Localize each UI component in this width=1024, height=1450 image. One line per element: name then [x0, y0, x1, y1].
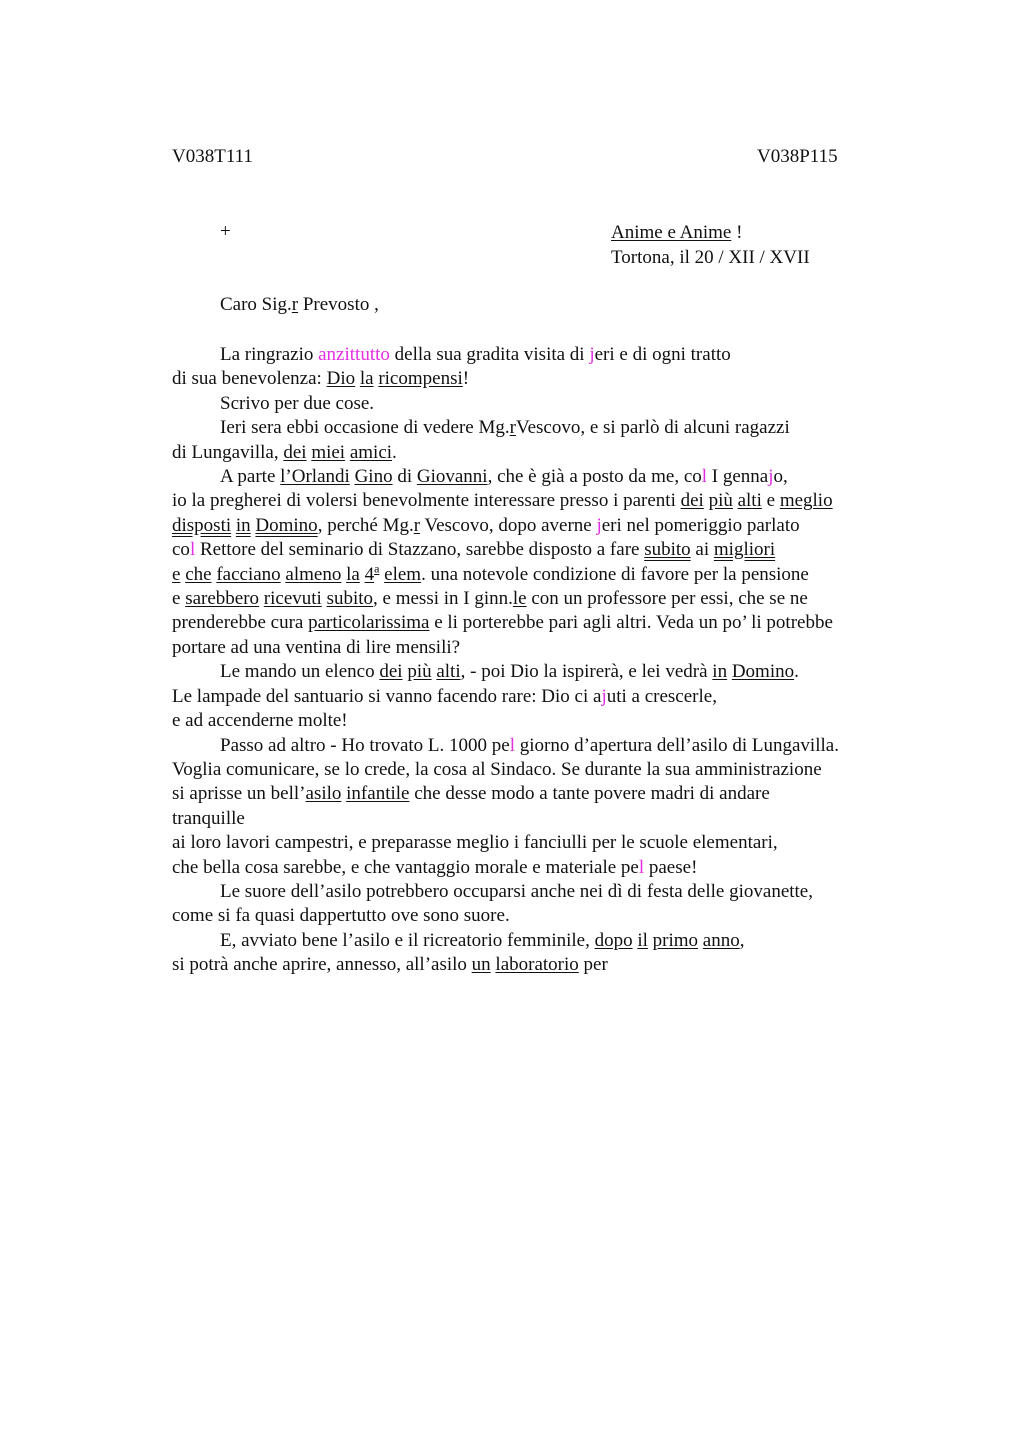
text-segment: , - poi Dio la ispirerà, e lei vedrà: [460, 661, 713, 683]
text-segment: portare ad una ventina di lire mensili?: [172, 636, 461, 658]
underlined-text: r: [509, 417, 516, 439]
text-segment: come si fa quasi dappertutto ove sono suore.: [172, 905, 510, 927]
highlighted-text: j: [601, 685, 607, 707]
underlined-text: infantile: [346, 783, 410, 805]
underlined-text: almeno: [285, 563, 342, 585]
underlined-text: miei: [311, 441, 346, 463]
text-segment: della sua gradita visita di: [389, 344, 590, 365]
letter-body: [172, 343, 932, 978]
text-segment: o,: [773, 466, 788, 488]
underlined-text: la: [359, 368, 374, 390]
underlined-text: meglio: [779, 490, 833, 512]
text-segment: a: [374, 561, 380, 576]
highlighted-text: j: [768, 466, 774, 488]
letter-line: [172, 465, 932, 489]
text-segment: e: [172, 588, 186, 610]
text-segment: Voglia comunicare, se lo crede, la cosa al Sindaco. Se durante la sua amministrazione: [172, 758, 822, 780]
text-segment: Vescovo, e si parlò di alcuni ragazzi: [515, 417, 790, 439]
text-segment: uti a crescerle,: [606, 685, 717, 707]
salutation: Caro Sig.r Prevosto ,: [220, 294, 379, 315]
underlined-text: subito: [644, 539, 691, 561]
underlined-text: l’Orlandi: [280, 466, 350, 488]
underlined-text: dopo: [594, 929, 633, 951]
underlined-text: primo: [652, 929, 699, 951]
text-segment: A parte: [220, 466, 281, 488]
underlined-text: r: [413, 514, 421, 536]
text-segment: che bella cosa sarebbe, e che vantaggio morale e materiale pe: [172, 856, 639, 878]
underlined-text: elem: [384, 563, 422, 585]
text-segment: . una notevole condizione di favore per la pensione: [421, 563, 809, 585]
text-segment: !: [462, 368, 470, 390]
underlined-text: in: [712, 661, 728, 683]
letter-line: [172, 538, 932, 562]
motto-line: [611, 221, 810, 246]
letter-line: [172, 880, 932, 904]
text-segment: tranquille: [172, 807, 245, 829]
letter-line: [172, 514, 932, 538]
text-segment: giorno d’apertura dell’asilo di Lungavilla.: [514, 734, 839, 756]
underlined-text: dei: [680, 490, 704, 512]
letter-line: [172, 685, 932, 709]
underlined-text: amici: [349, 441, 393, 463]
text-segment: ,: [739, 929, 745, 951]
letter-line: [172, 343, 932, 367]
highlighted-text: anzittutto: [318, 344, 390, 365]
letter-line: [172, 660, 932, 684]
underlined-text: Domino: [255, 514, 318, 536]
text-segment: per: [578, 954, 608, 976]
letter-line: [172, 367, 932, 391]
letter-line: [172, 636, 932, 660]
text-segment: La ringrazio: [220, 344, 319, 365]
motto-mark: !: [731, 222, 743, 243]
text-segment: e ad accenderne molte!: [172, 710, 348, 732]
text-segment: con un professore per essi, che se ne: [526, 588, 808, 610]
underlined-text: Giovanni: [416, 466, 488, 488]
underlined-text: Domino: [731, 661, 795, 683]
underlined-text: facciano: [216, 563, 281, 585]
underlined-text: Gino: [354, 466, 393, 488]
underlined-text: dei: [379, 661, 403, 683]
underlined-text: ricevuti: [263, 588, 322, 610]
underlined-text: e: [172, 563, 181, 585]
document-code-left: V038T111: [172, 146, 253, 167]
text-segment: Le suore dell’asilo potrebbero occuparsi anche nei dì di festa delle giovanette,: [220, 880, 813, 902]
letter-line: [172, 831, 932, 855]
cross-mark: +: [220, 221, 231, 242]
text-segment: prenderebbe cura: [172, 612, 309, 634]
underlined-text: alti: [436, 661, 461, 683]
underlined-text: laboratorio: [495, 954, 579, 976]
text-segment: .: [794, 661, 799, 683]
letter-line: [172, 441, 932, 465]
text-segment: , e messi in I ginn.: [373, 588, 513, 610]
text-segment: Passo ad altro - Ho trovato L. 1000 pe: [220, 734, 510, 756]
letter-line: [172, 563, 932, 587]
underlined-text: disposti: [172, 514, 232, 536]
text-segment: Le lampade del santuario si vanno facendo rare: Dio ci a: [172, 685, 602, 707]
letter-line: [172, 782, 932, 806]
underlined-text: asilo: [305, 783, 342, 805]
text-segment: si aprisse un bell’: [172, 783, 306, 805]
text-segment: .: [392, 441, 397, 463]
underlined-text: subito: [326, 588, 374, 610]
place-date: Tortona, il 20 / XII / XVII: [611, 246, 810, 268]
letter-heading: [611, 221, 810, 270]
text-segment: eri e di ogni tratto: [594, 344, 731, 365]
text-segment: di: [392, 466, 417, 488]
underlined-text: in: [235, 514, 251, 536]
motto: Anime e Anime: [611, 222, 732, 243]
text-segment: co: [172, 539, 190, 561]
underlined-text: particolarissima: [308, 612, 430, 634]
text-segment: io la pregherei di volersi benevolmente interessare presso i parenti: [172, 490, 681, 512]
letter-line: [172, 392, 932, 416]
highlighted-text: l: [701, 466, 708, 488]
text-segment: Scrivo per due cose.: [220, 392, 375, 414]
text-segment: Rettore del seminario di Stazzano, sarebbe disposto a fare: [195, 539, 645, 561]
text-segment: Le mando un elenco: [220, 661, 380, 683]
text-segment: paese!: [644, 856, 698, 878]
letter-line: [172, 807, 932, 831]
text-segment: E, avviato bene l’asilo e il ricreatorio femminile,: [220, 929, 595, 951]
underlined-text: ricompensi: [378, 368, 463, 390]
text-segment: e: [761, 490, 780, 512]
letter-line: [172, 416, 932, 440]
underlined-text: le: [512, 588, 527, 610]
text-segment: , perché Mg.: [317, 514, 414, 536]
letter-line: [172, 611, 932, 635]
letter-line: [172, 734, 932, 758]
text-segment: , che è già a posto da me, co: [487, 466, 702, 488]
text-segment: I genna: [707, 466, 769, 488]
letter-line: [172, 953, 932, 977]
highlighted-text: l: [509, 734, 515, 756]
text-segment: si potrà anche aprire, annesso, all’asilo: [172, 954, 472, 976]
underlined-text: anno: [702, 929, 740, 951]
underlined-text: un: [471, 954, 491, 976]
text-segment: ai: [690, 539, 714, 561]
underlined-text: Dio: [326, 368, 356, 390]
highlighted-text: l: [638, 856, 645, 878]
text-segment: ai loro lavori campestri, e preparasse meglio i fanciulli per le scuole elementari,: [172, 832, 778, 854]
text-segment: di Lungavilla,: [172, 441, 284, 463]
letter-line: [172, 587, 932, 611]
underlined-text: migliori: [713, 539, 776, 561]
underlined-text: più: [407, 661, 432, 683]
text-segment: che desse modo a tante povere madri di andare: [409, 783, 770, 805]
text-segment: Vescovo, dopo averne: [420, 514, 597, 536]
underlined-text: 4: [364, 563, 375, 585]
letter-line: [172, 904, 932, 928]
text-segment: di sua benevolenza:: [172, 368, 327, 390]
underlined-text: dei: [283, 441, 307, 463]
letter-line: [172, 489, 932, 513]
letter-line: [172, 709, 932, 733]
letter-line: [172, 758, 932, 782]
document-code-right: V038P115: [757, 146, 838, 167]
underlined-text: che: [185, 563, 212, 585]
highlighted-text: l: [189, 539, 196, 561]
highlighted-text: j: [596, 514, 602, 536]
highlighted-text: j: [589, 344, 595, 365]
underlined-text: sarebbero: [185, 588, 260, 610]
underlined-text: alti: [737, 490, 762, 512]
underlined-text: più: [708, 490, 733, 512]
letter-line: [172, 856, 932, 880]
text-segment: eri nel pomeriggio parlato: [601, 514, 800, 536]
text-segment: e li porterebbe pari agli altri. Veda un po’ li potrebbe: [429, 612, 833, 634]
underlined-text: il: [637, 929, 648, 951]
text-segment: Ieri sera ebbi occasione di vedere Mg.: [220, 417, 510, 439]
underlined-text: la: [346, 563, 360, 585]
letter-line: [172, 929, 932, 953]
